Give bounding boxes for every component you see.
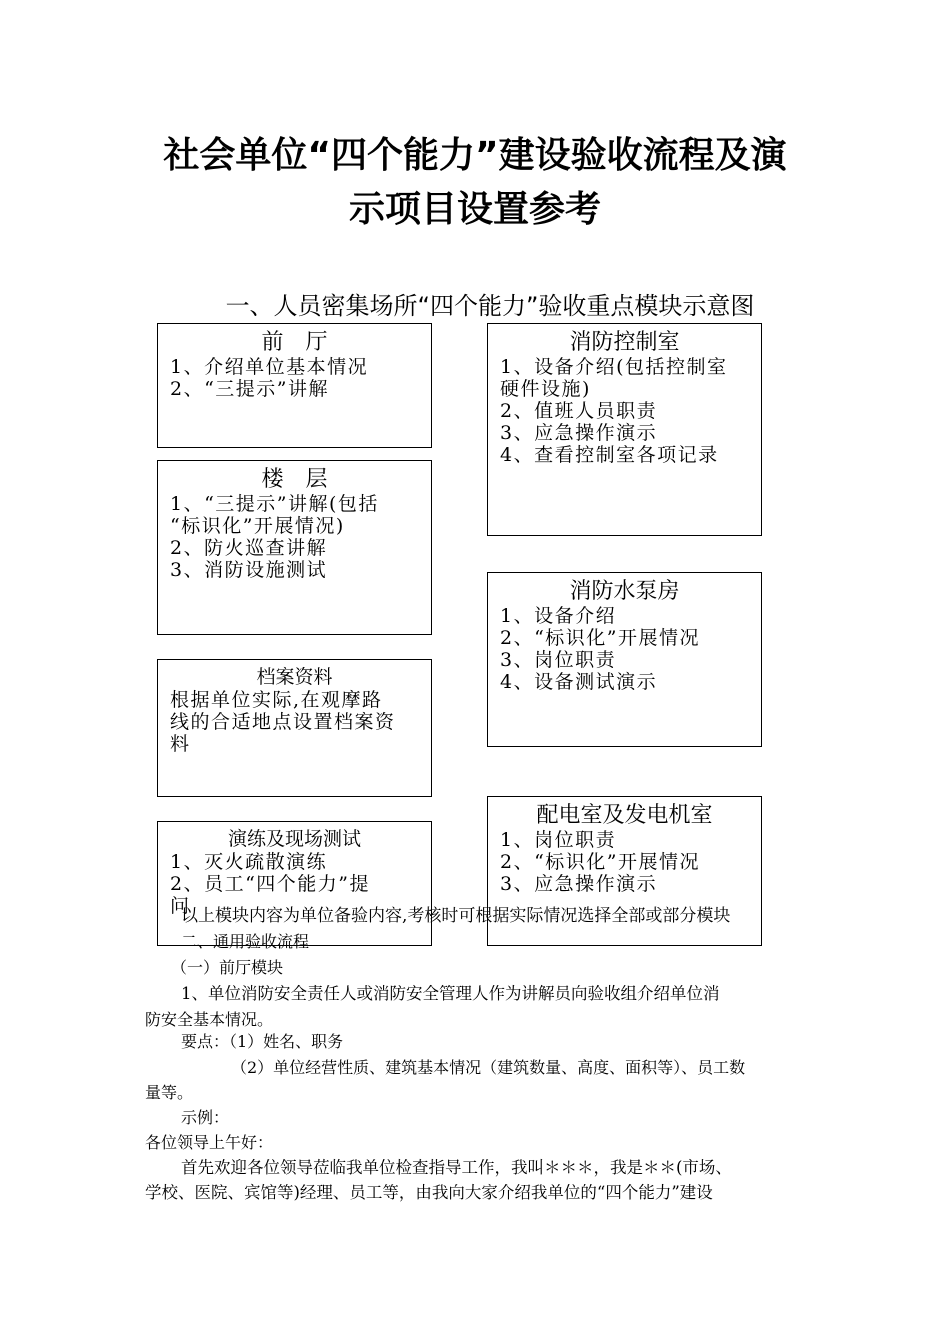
module-item: 3、岗位职责 bbox=[500, 649, 617, 672]
section1-heading: 一、人员密集场所“四个能力”验收重点模块示意图 bbox=[225, 292, 755, 320]
module-item: 2、“三提示”讲解 bbox=[170, 378, 330, 401]
greeting-line: 各位领导上午好： bbox=[145, 1133, 274, 1152]
key-points-line: 量等。 bbox=[145, 1083, 194, 1102]
module-item: 硬件设施) bbox=[500, 378, 591, 401]
module-title: 楼 层 bbox=[261, 467, 328, 492]
module-item: 2、“标识化”开展情况 bbox=[500, 851, 701, 874]
module-title: 演练及现场测试 bbox=[227, 828, 361, 850]
module-pump-room bbox=[487, 572, 762, 747]
module-front-hall bbox=[157, 323, 432, 448]
module-item: “标识化”开展情况) bbox=[170, 515, 345, 538]
module-title: 档案资料 bbox=[256, 666, 333, 688]
module-item: 1、设备介绍 bbox=[500, 605, 617, 628]
module-drills bbox=[157, 821, 432, 946]
module-item: 3、消防设施测试 bbox=[170, 559, 328, 582]
example-label: 示例： bbox=[181, 1108, 230, 1127]
module-item: 根据单位实际,在观摩路 bbox=[170, 688, 383, 711]
module-title: 消防水泵房 bbox=[569, 579, 680, 604]
paragraph-line: 1、单位消防安全责任人或消防安全管理人作为讲解员向验收组介绍单位消 bbox=[181, 984, 720, 1003]
module-floors bbox=[157, 460, 432, 635]
module-archives bbox=[157, 659, 432, 797]
section2-heading: 二、通用验收流程 bbox=[181, 932, 310, 951]
module-item: 问 bbox=[170, 894, 191, 917]
module-item: 3、应急操作演示 bbox=[500, 422, 658, 445]
module-title: 前 厅 bbox=[261, 330, 328, 355]
module-item: 2、防火巡查讲解 bbox=[170, 537, 328, 560]
module-control-room bbox=[487, 323, 762, 536]
key-points-line: （2）单位经营性质、建筑基本情况（建筑数量、高度、面积等）、员工数 bbox=[231, 1058, 746, 1077]
module-item: 1、岗位职责 bbox=[500, 829, 617, 852]
module-item: 2、“标识化”开展情况 bbox=[500, 627, 701, 650]
module-note: 以上模块内容为单位备验内容,考核时可根据实际情况选择全部或部分模块 bbox=[181, 906, 731, 926]
module-item: 2、员工“四个能力”提 bbox=[170, 872, 371, 895]
module-item: 3、应急操作演示 bbox=[500, 873, 658, 896]
module-item: 4、设备测试演示 bbox=[500, 671, 658, 694]
document-title-line1: 社会单位“四个能力”建设验收流程及演 bbox=[163, 135, 787, 176]
document-title-line2: 示项目设置参考 bbox=[348, 189, 601, 230]
module-item: 1、设备介绍(包括控制室 bbox=[500, 356, 728, 379]
speech-line: 首先欢迎各位领导莅临我单位检查指导工作，我叫＊＊＊，我是＊＊(市场、 bbox=[181, 1158, 732, 1177]
module-item: 1、介绍单位基本情况 bbox=[170, 356, 369, 379]
module-item: 料 bbox=[170, 732, 191, 755]
module-item: 2、值班人员职责 bbox=[500, 400, 658, 423]
key-points-line: 要点：（1）姓名、职务 bbox=[181, 1032, 344, 1051]
paragraph-line: 防安全基本情况。 bbox=[145, 1010, 274, 1029]
module-title: 消防控制室 bbox=[569, 330, 680, 355]
module-item: 1、“三提示”讲解(包括 bbox=[170, 493, 379, 516]
speech-line: 学校、医院、宾馆等)经理、员工等，由我向大家介绍我单位的“四个能力”建设 bbox=[145, 1183, 713, 1202]
module-item: 线的合适地点设置档案资 bbox=[170, 710, 396, 733]
module-title: 配电室及发电机室 bbox=[536, 803, 713, 828]
module-item: 1、灭火疏散演练 bbox=[170, 850, 328, 873]
module-item: 4、查看控制室各项记录 bbox=[500, 444, 719, 467]
subsection-heading: （一）前厅模块 bbox=[171, 958, 284, 977]
